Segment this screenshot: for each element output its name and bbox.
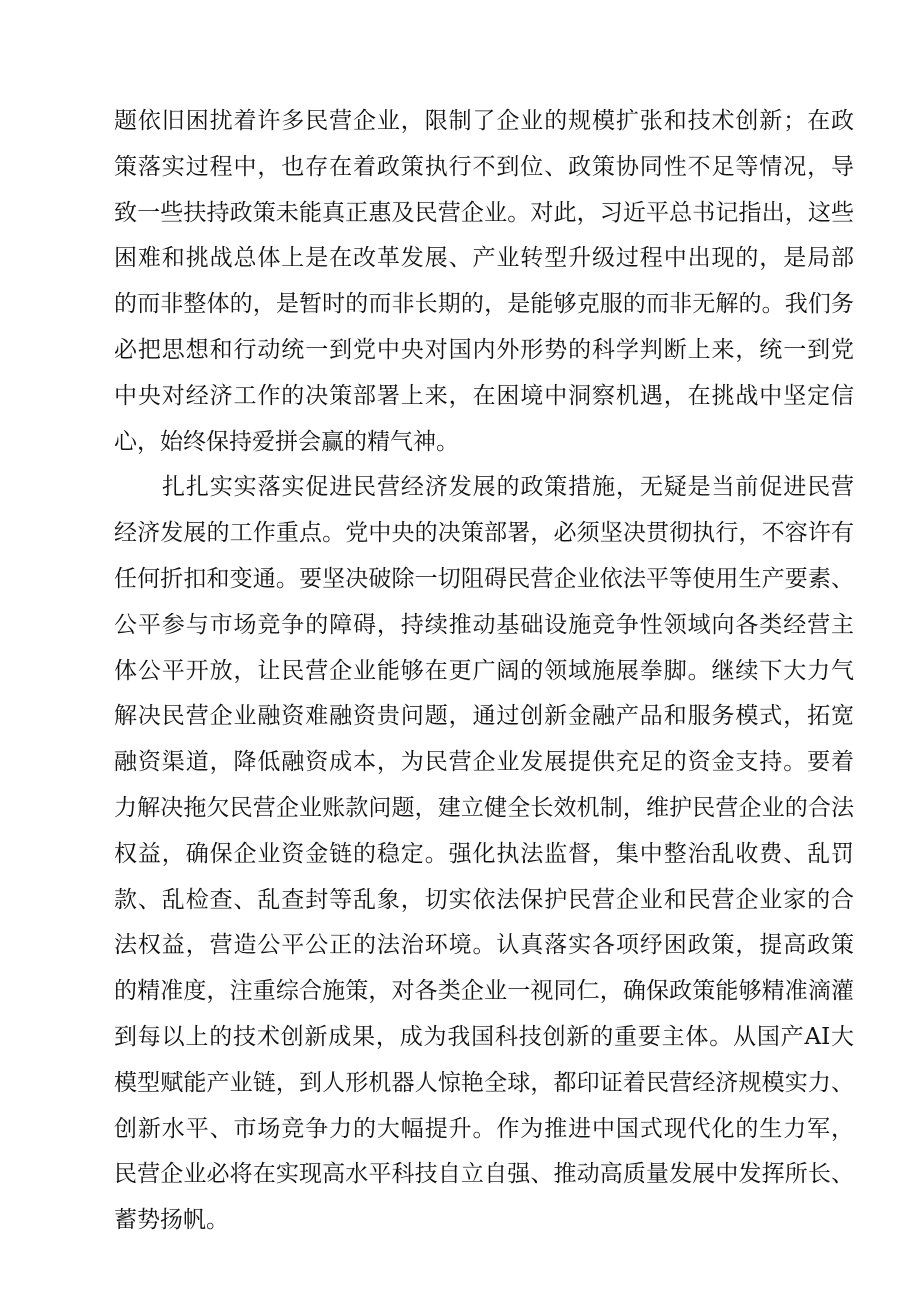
text-line: 中央对经济工作的决策部署上来，在困境中洞察机遇，在挑战中坚定信 <box>114 382 854 409</box>
text-line: 的而非整体的，是暂时的而非长期的，是能够克服的而非无解的。我们务 <box>114 291 854 318</box>
text-line: 法权益，营造公平公正的法治环境。认真落实各项纾困政策，提高政策 <box>114 932 854 959</box>
text-line: 的精准度，注重综合施策，对各类企业一视同仁，确保政策能够精准滴灌 <box>114 978 854 1005</box>
text-line: 心，始终保持爱拼会赢的精气神。 <box>114 428 459 455</box>
text-line: 融资渠道，降低融资成本，为民营企业发展提供充足的资金支持。要着 <box>114 749 854 776</box>
text-line: 任何折扣和变通。要坚决破除一切阻碍民营企业依法平等使用生产要素、 <box>114 565 854 592</box>
text-line: 到每以上的技术创新成果，成为我国科技创新的重要主体。从国产AI大 <box>114 1023 854 1050</box>
document-body <box>114 99 854 1244</box>
text-line: 公平参与市场竞争的障碍，持续推动基础设施竞争性领域向各类经营主 <box>114 611 854 638</box>
paragraph-1 <box>114 99 854 465</box>
text-line: 题依旧困扰着许多民营企业，限制了企业的规模扩张和技术创新；在政 <box>114 108 854 134</box>
text-line: 扎扎实实落实促进民营经济发展的政策措施，无疑是当前促进民营 <box>162 474 854 501</box>
text-line: 策落实过程中，也存在着政策执行不到位、政策协同性不足等情况，导 <box>114 153 854 180</box>
text-line: 经济发展的工作重点。党中央的决策部署，必须坚决贯彻执行，不容许有 <box>114 520 854 547</box>
text-line: 蓄势扬帆。 <box>114 1207 229 1234</box>
paragraph-2 <box>114 465 854 1244</box>
text-line: 创新水平、市场竞争力的大幅提升。作为推进中国式现代化的生力军， <box>114 1115 854 1142</box>
text-line: 体公平开放，让民营企业能够在更广阔的领域施展拳脚。继续下大力气 <box>114 657 854 684</box>
text-line: 模型赋能产业链，到人形机器人惊艳全球，都印证着民营经济规模实力、 <box>114 1069 854 1096</box>
text-line: 民营企业必将在实现高水平科技自立自强、推动高质量发展中发挥所长、 <box>114 1161 854 1188</box>
text-line: 必把思想和行动统一到党中央对国内外形势的科学判断上来，统一到党 <box>114 336 854 363</box>
text-line: 力解决拖欠民营企业账款问题，建立健全长效机制，维护民营企业的合法 <box>114 794 854 821</box>
text-line: 困难和挑战总体上是在改革发展、产业转型升级过程中出现的，是局部 <box>114 245 854 272</box>
text-line: 权益，确保企业资金链的稳定。强化执法监督，集中整治乱收费、乱罚 <box>114 840 854 867</box>
text-line: 致一些扶持政策未能真正惠及民营企业。对此，习近平总书记指出，这些 <box>114 199 854 226</box>
text-line: 款、乱检查、乱查封等乱象，切实依法保护民营企业和民营企业家的合 <box>114 886 854 913</box>
text-line: 解决民营企业融资难融资贵问题，通过创新金融产品和服务模式，拓宽 <box>114 703 854 730</box>
